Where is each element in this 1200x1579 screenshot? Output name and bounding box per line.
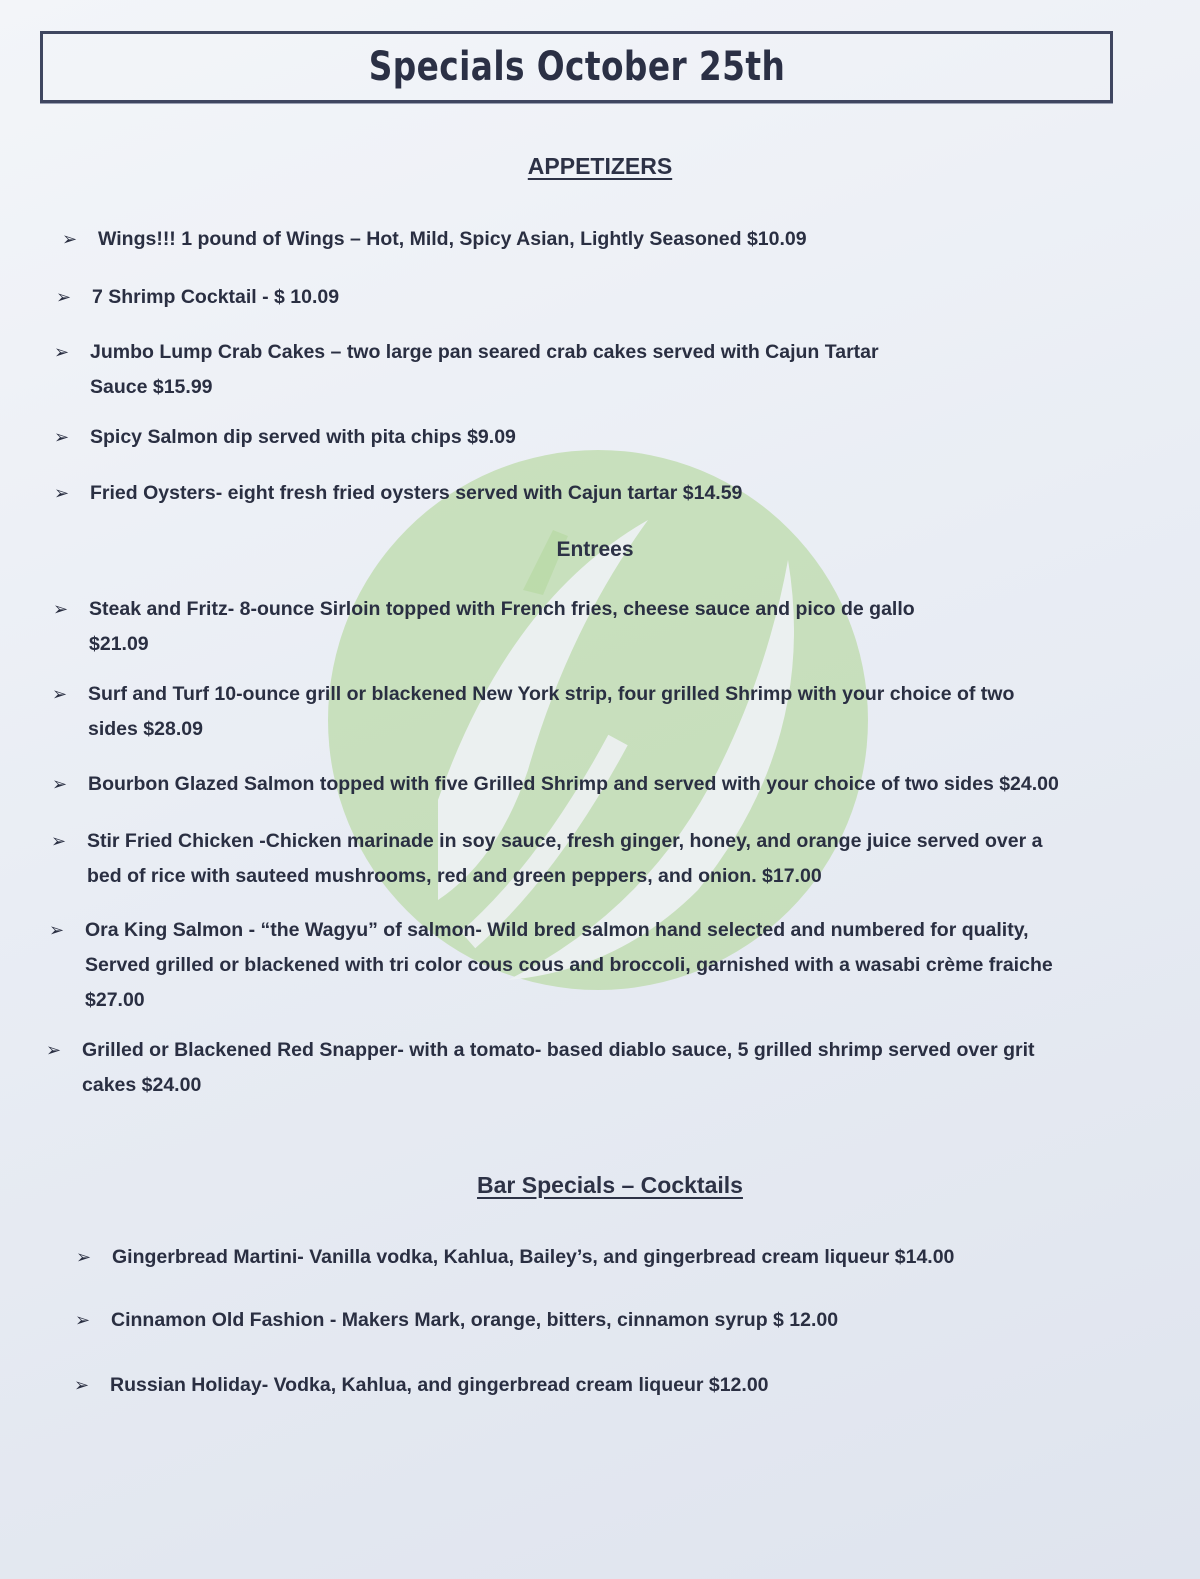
bullet-arrow-icon: ➢ <box>51 831 67 852</box>
bullet-arrow-icon: ➢ <box>52 774 68 795</box>
bullet-arrow-icon: ➢ <box>52 684 68 705</box>
bullet-arrow-icon: ➢ <box>53 599 69 620</box>
appetizer-item: ➢ Wings!!! 1 pound of Wings – Hot, Mild, Spicy Asian, Lightly Seasoned $10.09 <box>98 222 807 257</box>
appetizer-item: ➢ Fried Oysters- eight fresh fried oysters served with Cajun tartar $14.59 <box>90 476 742 511</box>
bullet-arrow-icon: ➢ <box>56 287 72 308</box>
bullet-arrow-icon: ➢ <box>74 1375 90 1396</box>
bullet-arrow-icon: ➢ <box>54 342 70 363</box>
bullet-arrow-icon: ➢ <box>76 1247 92 1268</box>
appetizers-heading: APPETIZERS <box>527 153 673 179</box>
bullet-arrow-icon: ➢ <box>62 229 78 250</box>
appetizer-item: ➢ 7 Shrimp Cocktail - $ 10.09 <box>92 280 339 315</box>
bullet-arrow-icon: ➢ <box>54 483 70 504</box>
cocktail-item: ➢ Cinnamon Old Fashion - Makers Mark, orange, bitters, cinnamon syrup $ 12.00 <box>111 1303 838 1338</box>
bullet-arrow-icon: ➢ <box>54 427 70 448</box>
page-title: Specials October 25th <box>368 44 785 90</box>
bullet-arrow-icon: ➢ <box>75 1310 91 1331</box>
title-box <box>40 31 1113 103</box>
entree-item: ➢ Steak and Fritz- 8-ounce Sirloin topped with French fries, cheese sauce and pico de gallo $21.09 <box>89 592 915 662</box>
appetizer-item: ➢ Spicy Salmon dip served with pita chips $9.09 <box>90 420 516 455</box>
entree-item: ➢ Grilled or Blackened Red Snapper- with a tomato- based diablo sauce, 5 grilled shrimp served over grit cakes $24.00 <box>82 1033 1035 1103</box>
entrees-heading: Entrees <box>556 538 634 561</box>
entree-item: ➢ Surf and Turf 10-ounce grill or blackened New York strip, four grilled Shrimp with your choice of two sides $28.09 <box>88 677 1014 747</box>
bar-specials-heading: Bar Specials – Cocktails <box>477 1172 743 1198</box>
cocktail-item: ➢ Russian Holiday- Vodka, Kahlua, and gingerbread cream liqueur $12.00 <box>110 1368 769 1403</box>
cocktail-item: ➢ Gingerbread Martini- Vanilla vodka, Kahlua, Bailey’s, and gingerbread cream liqueur $14.00 <box>112 1240 954 1275</box>
entree-item: ➢ Ora King Salmon - “the Wagyu” of salmon- Wild bred salmon hand selected and numbered for quality, Served grilled or blackened with tri color cous cous and broccoli, garnished with a wasabi crème fraiche $27.00 <box>85 913 1053 1018</box>
entree-item: ➢ Bourbon Glazed Salmon topped with five Grilled Shrimp and served with your choice of two sides $24.00 <box>88 767 1059 802</box>
bullet-arrow-icon: ➢ <box>49 920 65 941</box>
bullet-arrow-icon: ➢ <box>46 1040 62 1061</box>
appetizer-item: ➢ Jumbo Lump Crab Cakes – two large pan seared crab cakes served with Cajun Tartar Sauce $15.99 <box>90 335 879 405</box>
entree-item: ➢ Stir Fried Chicken -Chicken marinade in soy sauce, fresh ginger, honey, and orange juice served over a bed of rice with sauteed mushrooms, red and green peppers, and onion. $17.00 <box>87 824 1042 894</box>
